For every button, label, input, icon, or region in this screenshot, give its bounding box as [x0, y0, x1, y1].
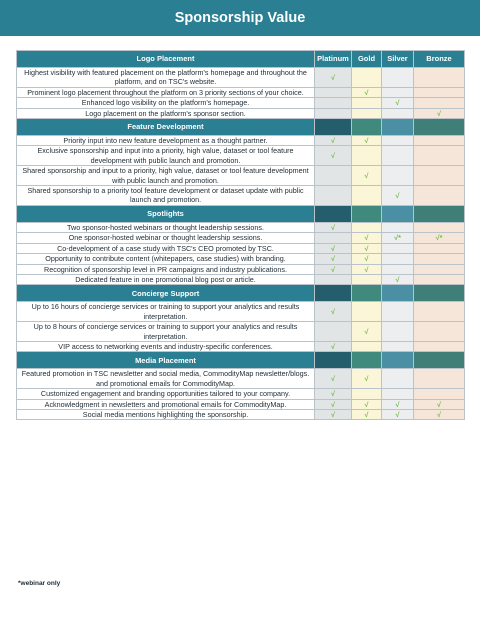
check-cell-gold: [352, 146, 382, 166]
check-cell-bronze: [414, 389, 465, 399]
table-row: [17, 369, 465, 389]
check-cell-platinum: [315, 98, 352, 108]
check-cell-platinum: √: [315, 399, 352, 409]
check-cell-bronze: √: [414, 409, 465, 419]
tier-header-blank: [315, 285, 352, 302]
check-cell-gold: √: [352, 166, 382, 186]
table-row: [17, 136, 465, 146]
benefit-text: Social media mentions highlighting the sponsorship.: [17, 409, 315, 419]
check-cell-gold: √: [352, 87, 382, 97]
check-cell-platinum: √: [315, 136, 352, 146]
check-cell-gold: √: [352, 409, 382, 419]
check-cell-silver: √*: [382, 233, 414, 243]
check-cell-silver: [382, 369, 414, 389]
check-cell-bronze: [414, 136, 465, 146]
check-cell-bronze: [414, 186, 465, 206]
check-cell-bronze: [414, 166, 465, 186]
check-cell-bronze: [414, 146, 465, 166]
tier-header-blank: [414, 205, 465, 222]
check-cell-bronze: [414, 322, 465, 342]
table-row: [17, 87, 465, 97]
section-header: [17, 51, 465, 68]
table-row: [17, 254, 465, 264]
check-cell-silver: [382, 146, 414, 166]
check-cell-platinum: √: [315, 389, 352, 399]
table-row: [17, 146, 465, 166]
check-cell-gold: [352, 186, 382, 206]
check-cell-platinum: [315, 274, 352, 284]
sponsorship-table: [16, 50, 465, 420]
benefit-text: Acknowledgment in newsletters and promotional emails for CommodityMap.: [17, 399, 315, 409]
check-cell-platinum: √: [315, 254, 352, 264]
check-cell-silver: [382, 322, 414, 342]
check-cell-gold: √: [352, 399, 382, 409]
benefit-text: Enhanced logo visibility on the platform's homepage.: [17, 98, 315, 108]
benefit-text: Recognition of sponsorship level in PR campaigns and industry publications.: [17, 264, 315, 274]
check-cell-bronze: [414, 68, 465, 88]
check-cell-platinum: √: [315, 222, 352, 232]
section-header: [17, 205, 465, 222]
section-title: Spotlights: [17, 205, 315, 222]
check-cell-silver: [382, 302, 414, 322]
table-row: [17, 302, 465, 322]
check-cell-platinum: [315, 87, 352, 97]
check-cell-platinum: [315, 233, 352, 243]
check-cell-silver: √: [382, 399, 414, 409]
tier-header-blank: [352, 352, 382, 369]
check-cell-silver: [382, 264, 414, 274]
check-cell-platinum: √: [315, 68, 352, 88]
table-row: [17, 166, 465, 186]
benefit-text: VIP access to networking events and industry-specific conferences.: [17, 341, 315, 351]
check-cell-gold: √: [352, 254, 382, 264]
tier-header-blank: [352, 119, 382, 136]
check-cell-bronze: [414, 222, 465, 232]
check-cell-platinum: √: [315, 409, 352, 419]
check-cell-silver: [382, 68, 414, 88]
check-cell-bronze: [414, 87, 465, 97]
tier-header-blank: [414, 119, 465, 136]
tier-header-bronze: Bronze: [414, 51, 465, 68]
check-cell-gold: [352, 222, 382, 232]
section-title: Concierge Support: [17, 285, 315, 302]
benefit-text: Up to 8 hours of concierge services or training to support your analytics and results interpretation.: [17, 322, 315, 342]
check-cell-bronze: √: [414, 399, 465, 409]
check-cell-silver: [382, 341, 414, 351]
table-row: [17, 264, 465, 274]
benefit-text: Logo placement on the platform's sponsor section.: [17, 108, 315, 118]
page-title: Sponsorship Value: [174, 10, 306, 26]
check-cell-bronze: [414, 369, 465, 389]
tier-header-blank: [352, 285, 382, 302]
check-cell-silver: [382, 166, 414, 186]
check-cell-silver: [382, 389, 414, 399]
check-cell-silver: [382, 87, 414, 97]
tier-header-blank: [315, 352, 352, 369]
section-title: Media Placement: [17, 352, 315, 369]
check-cell-gold: √: [352, 243, 382, 253]
check-cell-gold: [352, 68, 382, 88]
check-cell-silver: √: [382, 98, 414, 108]
table-row: [17, 108, 465, 118]
check-cell-silver: [382, 136, 414, 146]
tier-header-blank: [382, 285, 414, 302]
table-row: [17, 399, 465, 409]
tier-header-blank: [352, 205, 382, 222]
check-cell-platinum: [315, 322, 352, 342]
check-cell-bronze: [414, 264, 465, 274]
tier-header-blank: [382, 119, 414, 136]
check-cell-silver: [382, 254, 414, 264]
benefit-text: Shared sponsorship to a priority tool feature development or dataset update with public launch and promotion.: [17, 186, 315, 206]
check-cell-gold: √: [352, 369, 382, 389]
check-cell-gold: √: [352, 322, 382, 342]
tier-header-platinum: Platinum: [315, 51, 352, 68]
check-cell-bronze: √*: [414, 233, 465, 243]
tier-header-blank: [414, 285, 465, 302]
benefit-text: Exclusive sponsorship and input into a priority, high value, dataset or tool feature development with public launch and promotion.: [17, 146, 315, 166]
table-row: [17, 274, 465, 284]
benefit-text: Opportunity to contribute content (whitepapers, case studies) with branding.: [17, 254, 315, 264]
check-cell-silver: √: [382, 274, 414, 284]
check-cell-gold: [352, 274, 382, 284]
check-cell-silver: √: [382, 186, 414, 206]
tier-header-blank: [315, 205, 352, 222]
benefit-text: Shared sponsorship and input to a priority, high value, dataset or tool feature development with public launch and promotion.: [17, 166, 315, 186]
table-row: [17, 409, 465, 419]
check-cell-bronze: [414, 341, 465, 351]
check-cell-bronze: [414, 243, 465, 253]
check-cell-bronze: [414, 98, 465, 108]
sponsorship-table-body: [17, 51, 465, 420]
check-cell-platinum: √: [315, 302, 352, 322]
table-row: [17, 68, 465, 88]
check-cell-silver: [382, 222, 414, 232]
check-cell-platinum: [315, 186, 352, 206]
benefit-text: Priority input into new feature development as a thought partner.: [17, 136, 315, 146]
table-row: [17, 341, 465, 351]
tier-header-blank: [414, 352, 465, 369]
page-header: [0, 0, 480, 36]
benefit-text: Two sponsor-hosted webinars or thought leadership sessions.: [17, 222, 315, 232]
benefit-text: Highest visibility with featured placement on the platform's homepage and throughout the platform, and on TSC's website.: [17, 68, 315, 88]
check-cell-platinum: [315, 166, 352, 186]
benefit-text: Up to 16 hours of concierge services or training to support your analytics and results interpretation.: [17, 302, 315, 322]
tier-header-silver: Silver: [382, 51, 414, 68]
table-row: [17, 98, 465, 108]
check-cell-gold: [352, 302, 382, 322]
section-header: [17, 285, 465, 302]
section-title: Logo Placement: [17, 51, 315, 68]
check-cell-gold: √: [352, 264, 382, 274]
check-cell-bronze: [414, 302, 465, 322]
table-row: [17, 322, 465, 342]
check-cell-gold: √: [352, 136, 382, 146]
table-row: [17, 233, 465, 243]
benefit-text: Co-development of a case study with TSC's CEO promoted by TSC.: [17, 243, 315, 253]
check-cell-platinum: √: [315, 341, 352, 351]
table-row: [17, 222, 465, 232]
check-cell-gold: [352, 98, 382, 108]
benefit-text: One sponsor-hosted webinar or thought leadership sessions.: [17, 233, 315, 243]
benefit-text: Customized engagement and branding opportunities tailored to your company.: [17, 389, 315, 399]
check-cell-bronze: [414, 254, 465, 264]
tier-header-gold: Gold: [352, 51, 382, 68]
check-cell-bronze: √: [414, 108, 465, 118]
check-cell-platinum: √: [315, 243, 352, 253]
table-row: [17, 243, 465, 253]
check-cell-bronze: [414, 274, 465, 284]
benefit-text: Featured promotion in TSC newsletter and social media, CommodityMap newsletter/blogs. and promotional emails for CommodityMap.: [17, 369, 315, 389]
section-header: [17, 119, 465, 136]
table-row: [17, 186, 465, 206]
tier-header-blank: [382, 352, 414, 369]
check-cell-platinum: √: [315, 369, 352, 389]
check-cell-silver: [382, 108, 414, 118]
check-cell-silver: √: [382, 409, 414, 419]
table-row: [17, 389, 465, 399]
check-cell-gold: √: [352, 233, 382, 243]
check-cell-silver: [382, 243, 414, 253]
check-cell-platinum: [315, 108, 352, 118]
section-title: Feature Development: [17, 119, 315, 136]
tier-header-blank: [382, 205, 414, 222]
check-cell-platinum: √: [315, 146, 352, 166]
check-cell-gold: [352, 389, 382, 399]
footnote: *webinar only: [18, 580, 61, 587]
benefit-text: Prominent logo placement throughout the platform on 3 priority sections of your choice.: [17, 87, 315, 97]
check-cell-platinum: √: [315, 264, 352, 274]
benefit-text: Dedicated feature in one promotional blog post or article.: [17, 274, 315, 284]
section-header: [17, 352, 465, 369]
check-cell-gold: [352, 108, 382, 118]
tier-header-blank: [315, 119, 352, 136]
check-cell-gold: [352, 341, 382, 351]
